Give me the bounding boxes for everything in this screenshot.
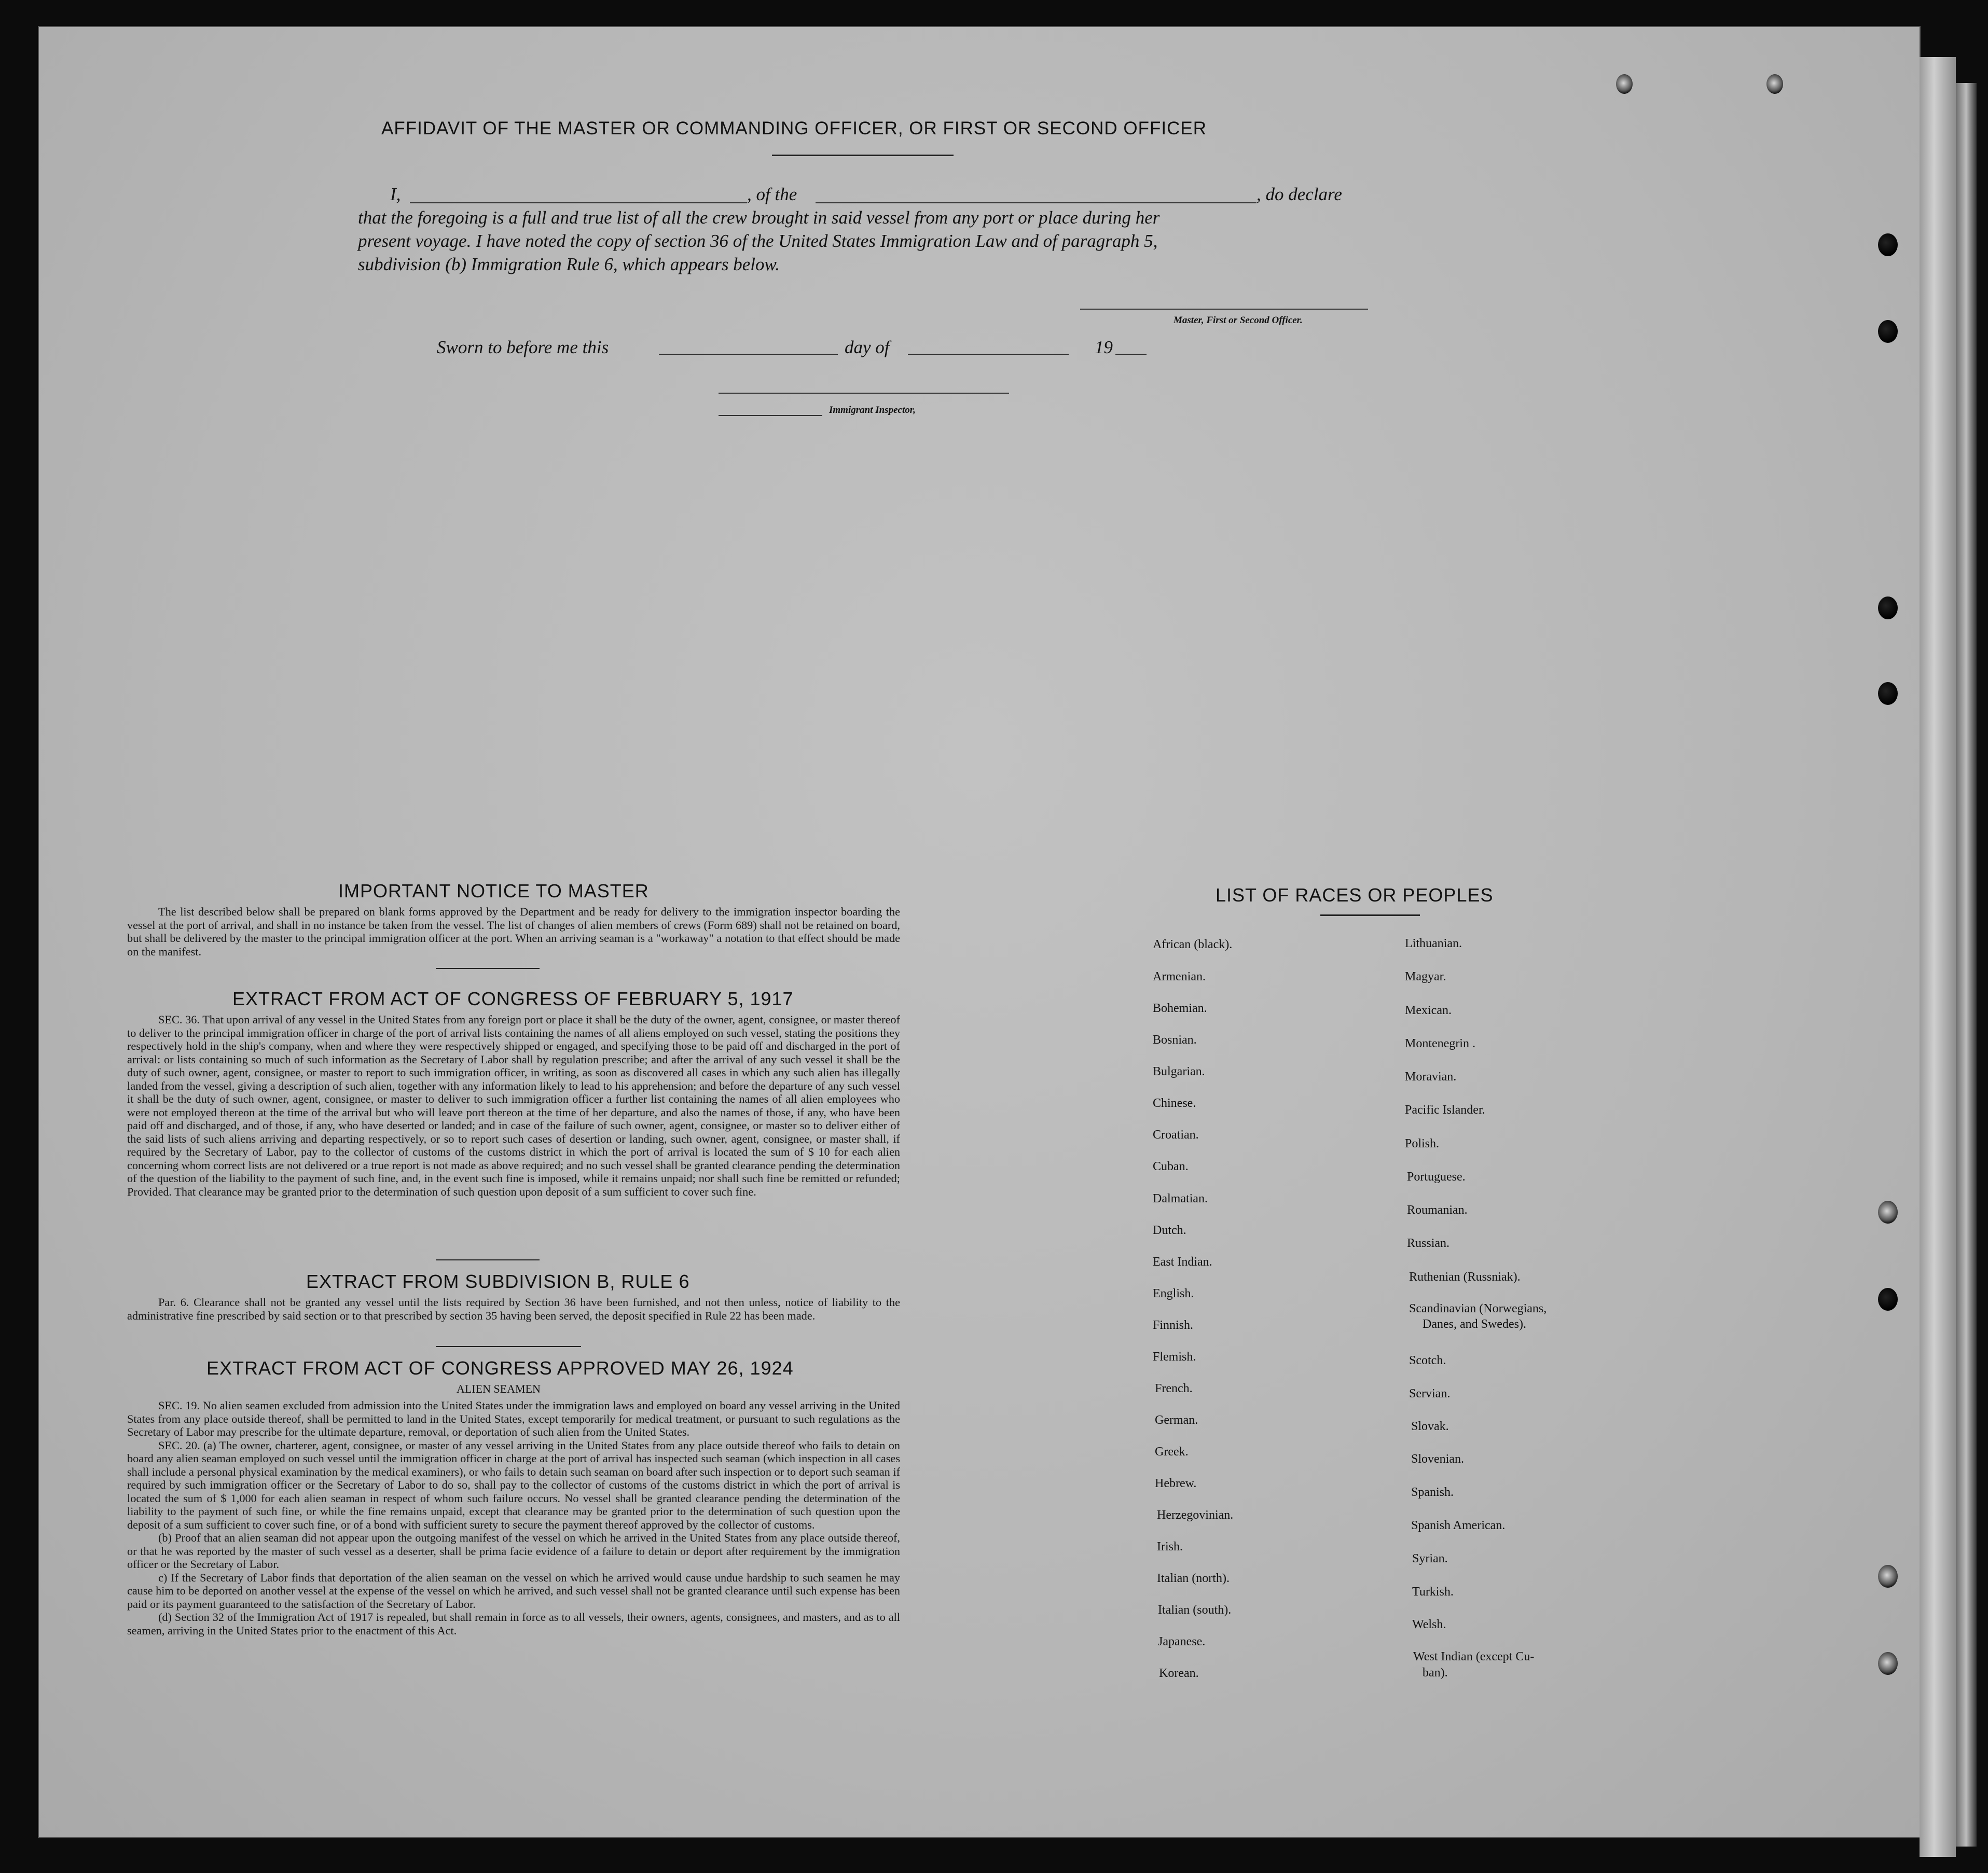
race-item: African (black). — [1153, 938, 1233, 951]
race-item: Japanese. — [1158, 1635, 1206, 1648]
race-item: Scotch. — [1409, 1354, 1446, 1367]
race-item: Slovenian. — [1411, 1452, 1464, 1466]
race-item: Spanish. — [1411, 1486, 1454, 1499]
sec-20-paragraph: SEC. 20. (a) The owner, charterer, agent, consignee, or master of any vessel arriving in the United States from any place outside thereof who fails to detain on board any alien seaman employed on such vessel until the immigration officer in charge at the port of arrival has inspected such seaman (which inspection in all cases shall include a personal physical examination by the medical examiners), or who fails to detain such seaman on board after such inspection or to deport such seaman if required by such immigration officer or the Secretary of Labor to do so, shall pay to the collector of customs of the customs district in which the port of arrival is located the sum of $ 1,000 for each alien seaman in respect of whom such failure occurs. No vessel shall be granted clearance pending the determination of the liability to the payment of such fine, or while the fine remains unpaid, except that clearance may be granted prior to the determination of such question upon the deposit of a sum sufficient to cover such fine, or of a bond with sufficient surety to secure the payment thereof approved by the collector of customs. — [127, 1438, 900, 1531]
sworn-label: Sworn to before me this — [437, 337, 609, 357]
race-item-continuation: ban). — [1423, 1666, 1448, 1680]
race-item: Ruthenian (Russniak). — [1409, 1270, 1521, 1284]
signature-blank — [1080, 309, 1368, 310]
inspector-blank — [719, 415, 822, 416]
race-item: Chinese. — [1153, 1097, 1196, 1110]
race-item: Scandinavian (Norwegians, — [1409, 1302, 1547, 1315]
extract-1917-title: EXTRACT FROM ACT OF CONGRESS OF FEBRUARY 5, 1917 — [232, 988, 794, 1009]
inspector-caption: Immigrant Inspector, — [829, 405, 916, 415]
race-item: Italian (south). — [1158, 1603, 1232, 1617]
race-item: Mexican. — [1405, 1004, 1452, 1017]
race-item: Spanish American. — [1411, 1519, 1506, 1532]
race-item: Cuban. — [1153, 1160, 1189, 1173]
par-6-paragraph: Par. 6. Clearance shall not be granted any vessel until the lists required by Section 36 have been furnished, and not then unless, notice of liability to the administrative fine prescribed by said section or to that prescribed by section 35 having been served, the deposit specified in Rule 22 has been made. — [127, 1296, 900, 1322]
races-rule — [1320, 914, 1420, 916]
race-item-continuation: Danes, and Swedes). — [1423, 1317, 1526, 1331]
punch-hole — [1878, 596, 1898, 619]
sec-20-d-paragraph: (d) Section 32 of the Immigration Act of 1917 is repealed, but shall remain in force as to all vessels, their owners, agents, consignees, and masters, and as to all seamen, arriving in the United States prior to the enactment of this Act. — [127, 1611, 900, 1637]
punch-hole — [1766, 74, 1783, 94]
race-item: Portuguese. — [1407, 1170, 1466, 1184]
race-item: Flemish. — [1153, 1350, 1196, 1364]
race-item: Montenegrin . — [1405, 1037, 1475, 1050]
race-item: Dalmatian. — [1153, 1192, 1208, 1205]
races-title: LIST OF RACES OR PEOPLES — [1216, 884, 1494, 906]
name-blank — [410, 202, 747, 203]
affidavit-i-label: I, — [390, 184, 401, 204]
race-item: Italian (north). — [1157, 1572, 1230, 1585]
race-item: Bohemian. — [1153, 1002, 1207, 1015]
race-item: Moravian. — [1405, 1070, 1457, 1084]
sworn-day-blank — [659, 354, 838, 355]
race-item: Turkish. — [1412, 1585, 1454, 1599]
punch-hole — [1878, 1201, 1898, 1224]
notice-paragraph: The list described below shall be prepared on blank forms approved by the Department and be ready for delivery to the immigration inspector boarding the vessel at the port of arrival, and shall in no instance be taken from the vessel. The list of changes of alien members of crews (Form 689) shall not be retained on board, but shall be delivered by the master to the principal immigration officer at the port. When an arriving seaman is a "workaway" a notation to that effect should be made on the manifest. — [127, 905, 900, 958]
affidavit-line-4: subdivision (b) Immigration Rule 6, which appears below. — [358, 254, 780, 274]
race-item: Korean. — [1159, 1667, 1199, 1680]
year-label: 19 — [1095, 337, 1113, 357]
extract-rule6-text — [127, 1296, 900, 1322]
race-item: Bulgarian. — [1153, 1065, 1205, 1078]
binder-edge-shadow — [1956, 83, 1977, 1847]
extract-rule6-rule — [436, 1346, 581, 1347]
binder-edge — [1920, 57, 1956, 1857]
race-item: Magyar. — [1405, 970, 1446, 983]
alien-seamen-subtitle: ALIEN SEAMEN — [457, 1382, 541, 1395]
inspector-blank-top — [719, 393, 1009, 394]
race-item: German. — [1155, 1413, 1198, 1427]
punch-hole — [1878, 682, 1898, 705]
sec-19-paragraph: SEC. 19. No alien seamen excluded from admission into the United States under the immigration laws and employed on board any vessel arriving in the United States from any place outside thereof, shall be permitted to land in the United States, except temporarily for medical treatment, or pursuant to such regulations as the Secretary of Labor may prescribe for the ultimate departure, removal, or deportation of such alien from the United States. — [127, 1399, 900, 1438]
race-item: Russian. — [1407, 1237, 1450, 1250]
affidavit-title: AFFIDAVIT OF THE MASTER OR COMMANDING OFFICER, OR FIRST OR SECOND OFFICER — [381, 118, 1207, 138]
extract-rule6-title: EXTRACT FROM SUBDIVISION B, RULE 6 — [306, 1271, 690, 1292]
extract-1917-rule — [436, 1259, 540, 1260]
title-rule — [772, 155, 954, 156]
sec-20-c-paragraph: c) If the Secretary of Labor finds that deportation of the alien seaman on the vessel on which he arrived would cause undue hardship to such seamen he may cause him to be deported on another vessel at the expense of the vessel on which he arrived, and such vessel shall not be granted clearance until such expense has been paid or its payment guaranteed to the satisfaction of the Secretary of Labor. — [127, 1571, 900, 1611]
punch-hole — [1616, 74, 1633, 94]
sec-36-paragraph: SEC. 36. That upon arrival of any vessel in the United States from any foreign port or place it shall be the duty of the owner, agent, consignee, or master thereof to deliver to the principal immigration officer in charge of the port of arrival lists containing the names of all aliens employed on such vessel, stating the positions they respectively hold in the ship's company, when and where they were respectively shipped or engaged, and specifying those to be paid off and discharged in the port of arrival: or lists containing so much of such information as the Secretary of Labor shall by regulation prescribe; and after the arrival of any such vessel it shall be the duty of such owner, agent, consignee, or master to report to such immigration officer, in writing, as soon as discovered all cases in which any such alien has illegally landed from the vessel, giving a description of such alien, together with any information likely to lead to his apprehension; and before the departure of any such vessel it shall be the duty of such owner, agent, consignee, or master to deliver to such immigration officer a further list containing the names of all alien employees who were not employed thereon at the time of the arrival but who will leave port thereon at the time of her departure, and also the names of those, if any, who have been paid off and discharged, and of those, if any, who have deserted or landed; and in case of the failure of such owner, agent, consignee, or master so to deliver either of the said lists of such aliens arriving and departing respectively, or so to report such cases of desertion or landing, such owner, agent, consignee, or master shall, if required by the Secretary of Labor, pay to the collector of customs of the customs district in which the port of arrival is located the sum of $ 10 for each alien concerning whom correct lists are not delivered or a true report is not made as above required; and no such vessel shall be granted clearance pending the determination of the question of the liability to the payment of such fine, and, in the event such fine is imposed, while it remains unpaid; nor shall such fine be remitted or refunded; Provided. That clearance may be granted prior to the determination of such question upon deposit of a sum sufficient to cover such fine. — [127, 1013, 900, 1198]
race-item: Syrian. — [1412, 1552, 1448, 1565]
notice-text — [127, 905, 900, 958]
extract-1917-text — [127, 1013, 900, 1198]
extract-1924-text — [127, 1399, 900, 1637]
race-item: Armenian. — [1153, 970, 1206, 983]
race-item: Greek. — [1155, 1445, 1189, 1459]
punch-hole — [1878, 1288, 1898, 1311]
race-item: East Indian. — [1153, 1255, 1212, 1269]
month-blank — [908, 354, 1069, 355]
race-item: Servian. — [1409, 1387, 1451, 1400]
race-item: Polish. — [1405, 1137, 1440, 1150]
day-of-label: day of — [845, 337, 890, 357]
signature-caption: Master, First or Second Officer. — [1174, 315, 1303, 326]
race-item: Lithuanian. — [1405, 937, 1462, 950]
race-item: English. — [1153, 1287, 1194, 1300]
race-item: Pacific Islander. — [1405, 1103, 1485, 1117]
vessel-blank — [816, 202, 1257, 203]
race-item: Finnish. — [1153, 1319, 1194, 1332]
affidavit-of-the: , of the — [747, 184, 797, 204]
year-blank — [1115, 354, 1147, 355]
punch-hole — [1878, 1565, 1898, 1588]
punch-hole — [1878, 233, 1898, 256]
race-item: West Indian (except Cu- — [1413, 1650, 1535, 1663]
race-item: Hebrew. — [1155, 1477, 1197, 1490]
race-item: Irish. — [1157, 1540, 1183, 1553]
notice-title: IMPORTANT NOTICE TO MASTER — [338, 880, 649, 901]
affidavit-line-3: present voyage. I have noted the copy of section 36 of the United States Immigration Law and of paragraph 5, — [358, 231, 1158, 251]
sec-20-b-paragraph: (b) Proof that an alien seaman did not appear upon the outgoing manifest of the vessel on which he arrived in the United States from any place outside thereof, or that he was reported by the master of such vessel as a deserter, shall be prima facie evidence of a failure to detain or deport after requirement by the immigration officer or the Secretary of Labor. — [127, 1531, 900, 1571]
affidavit-do-declare: , do declare — [1257, 184, 1342, 204]
race-item: Welsh. — [1412, 1618, 1446, 1631]
punch-hole — [1878, 1652, 1898, 1675]
race-item: Croatian. — [1153, 1128, 1199, 1142]
punch-hole — [1878, 320, 1898, 343]
extract-1924-title: EXTRACT FROM ACT OF CONGRESS APPROVED MAY 26, 1924 — [206, 1357, 794, 1379]
race-item: Roumanian. — [1407, 1203, 1468, 1217]
race-item: Dutch. — [1153, 1224, 1186, 1237]
race-item: Herzegovinian. — [1157, 1508, 1234, 1522]
affidavit-line-2: that the foregoing is a full and true list of all the crew brought in said vessel from any port or place during her — [358, 207, 1160, 228]
race-item: French. — [1155, 1382, 1193, 1395]
race-item: Bosnian. — [1153, 1033, 1197, 1047]
race-item: Slovak. — [1411, 1420, 1449, 1433]
notice-rule — [436, 968, 540, 969]
